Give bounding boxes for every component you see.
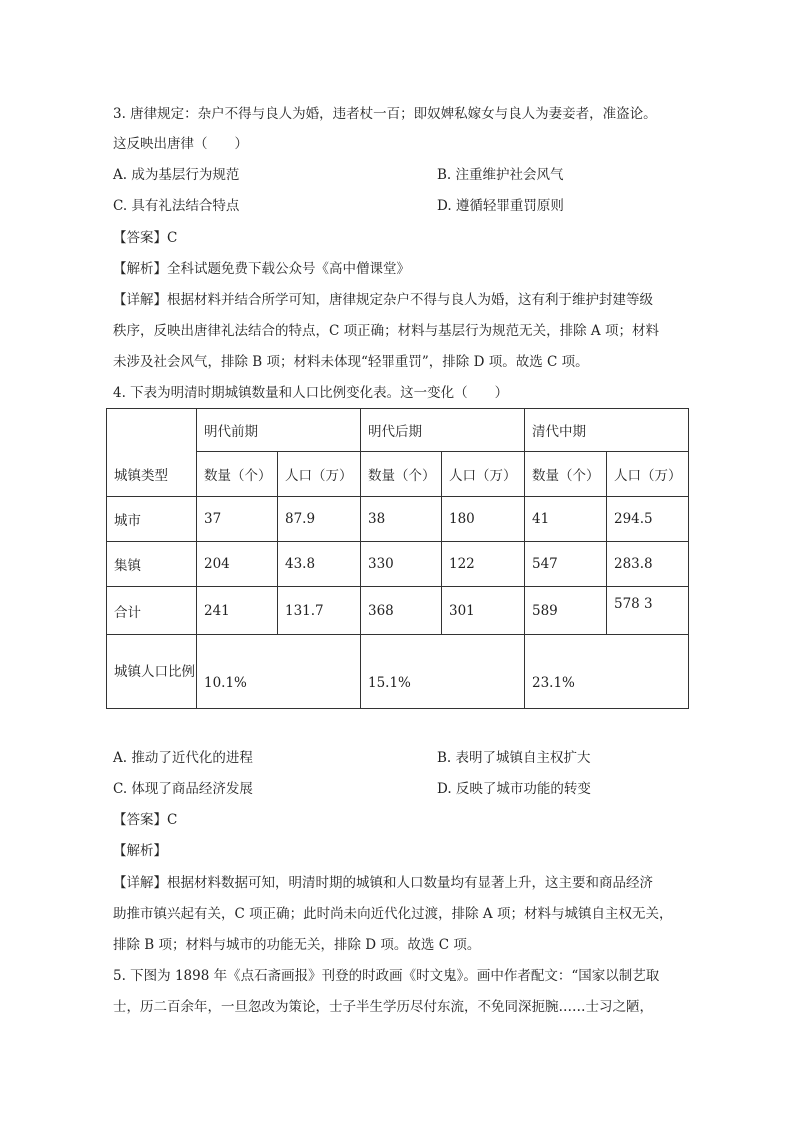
row-label: 集镇 [107,542,197,587]
q4-detail-line3: 排除 B 项；材料与城市的功能无关，排除 D 项。故选 C 项。 [113,937,481,953]
table-cell: 294.5 [607,497,689,542]
q4-analysis: 【解析】 [113,843,167,859]
q4-option-a: A. 推动了近代化的进程 [113,750,253,766]
q3-option-c: C. 具有礼法结合特点 [113,198,240,214]
table-cell: 87.9 [278,497,361,542]
col-header-population: 人口（万） [442,452,525,497]
q4-option-d: D. 反映了城市功能的转变 [437,781,591,797]
table-cell-wrapper [607,587,689,635]
row-header-cell: 城镇类型 [107,409,197,497]
table-row [107,587,689,635]
ratio-cell-late-ming [361,635,525,709]
col-header-count: 数量（个） [197,452,278,497]
ratio-label-cell [107,635,197,709]
table-cell: 204 [197,542,278,587]
col-header-population: 人口（万） [278,452,361,497]
table-cell: 241 [197,587,278,635]
q3-stem-line1: 3. 唐律规定：杂户不得与良人为婚，违者杖一百；即奴婢私嫁女与良人为妻妾者，准盗论。 [113,106,657,122]
q3-detail-line2: 秩序，反映出唐律礼法结合的特点，C 项正确；材料与基层行为规范无关，排除 A 项；材料 [113,323,659,339]
q3-option-a: A. 成为基层行为规范 [113,167,240,183]
table-cell: 283.8 [607,542,689,587]
table-cell: 578 3 [614,595,653,612]
period-header-mid-qing: 清代中期 [525,409,689,452]
q3-option-d: D. 遵循轻罪重罚原则 [437,198,564,214]
ratio-cell-mid-qing [525,635,689,709]
table-cell: 547 [525,542,607,587]
ratio-value: 15.1% [368,674,411,691]
ratio-value: 23.1% [532,674,575,691]
col-header-count: 数量（个） [361,452,442,497]
table-cell: 41 [525,497,607,542]
q4-option-b: B. 表明了城镇自主权扩大 [437,750,591,766]
ratio-value: 10.1% [204,674,247,691]
q5-stem-line2: 士，历二百余年，一旦忽改为策论，士子半生学历尽付东流，不免同深扼腕……士习之陋， [113,999,653,1015]
col-header-count: 数量（个） [525,452,607,497]
q4-option-c: C. 体现了商品经济发展 [113,781,253,797]
table-row [107,497,689,542]
q3-stem-line2: 这反映出唐律（ ） [113,136,248,152]
q4-stem: 4. 下表为明清时期城镇数量和人口比例变化表。这一变化（ ） [113,385,509,401]
ratio-cell-early-ming [197,635,361,709]
table-cell: 131.7 [278,587,361,635]
q3-detail-line1: 【详解】根据材料并结合所学可知，唐律规定杂户不得与良人为婚，这有利于维护封建等级 [113,292,653,308]
city-population-table [106,408,689,709]
table-cell: 180 [442,497,525,542]
row-label: 城市 [107,497,197,542]
period-header-early-ming: 明代前期 [197,409,361,452]
q4-detail-line1: 【详解】根据材料数据可知，明清时期的城镇和人口数量均有显著上升，这主要和商品经济 [113,875,653,891]
ratio-label: 城镇人口比例 [114,663,195,680]
row-label: 合计 [107,587,197,635]
table-cell: 37 [197,497,278,542]
period-header-late-ming: 明代后期 [361,409,525,452]
table-cell: 330 [361,542,442,587]
q5-stem-line1: 5. 下图为 1898 年《点石斋画报》刊登的时政画《时文鬼》。画中作者配文：“国家以制艺取 [113,968,660,984]
table-cell: 122 [442,542,525,587]
table-cell: 301 [442,587,525,635]
q3-answer: 【答案】C [113,230,178,246]
table-cell: 43.8 [278,542,361,587]
q3-option-b: B. 注重维护社会风气 [437,167,564,183]
table-cell: 589 [525,587,607,635]
q3-analysis: 【解析】全科试题免费下载公众号《高中僧课堂》 [113,261,410,277]
col-header-population: 人口（万） [607,452,689,497]
table-cell: 368 [361,587,442,635]
q3-detail-line3: 未涉及社会风气，排除 B 项；材料未体现“轻罪重罚”，排除 D 项。故选 C 项。 [113,354,589,370]
table-row [107,542,689,587]
q4-detail-line2: 助推市镇兴起有关，C 项正确；此时尚未向近代化过渡，排除 A 项；材料与城镇自主权无关， [113,906,673,922]
q4-answer: 【答案】C [113,812,178,828]
table-row [107,635,689,709]
table-cell: 38 [361,497,442,542]
